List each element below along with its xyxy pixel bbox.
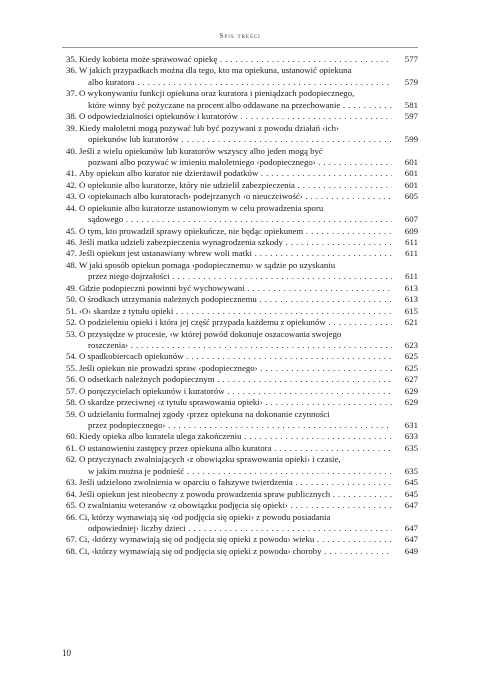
entry-number: 40. (66, 145, 77, 156)
entry-title: O opiekunie albo kuratorze, który nie udzielił zabezpieczenia . . . (79, 180, 392, 191)
entry-title: Gdzie podopieczni powinni być wychowywani . . . (79, 283, 392, 294)
entry-page: 607 (404, 214, 418, 225)
toc-entry (62, 180, 418, 191)
entry-number: 52. (66, 317, 77, 328)
toc-line (62, 512, 418, 523)
entry-page: 623 (404, 339, 418, 350)
entry-number: 49. (66, 282, 77, 293)
toc-entry (62, 317, 418, 328)
entry-number: 61. (66, 442, 77, 453)
entry-title: O udzielaniu formalnej zgody ‹przez opiekuna na dokonanie czynności (79, 408, 330, 419)
page-number: 10 (62, 648, 71, 658)
entry-title: O wykonywaniu funkcji opiekuna oraz kuratora i pieniądzach podopiecznego, (79, 88, 355, 99)
entry-number: 67. (66, 534, 77, 545)
entry-title: ‹O› skardze z tytułu opieki . . . (79, 306, 392, 317)
toc-entry (62, 534, 418, 545)
entry-page: 625 (404, 351, 418, 362)
header-title: Spis treści (219, 31, 261, 40)
toc-line (62, 500, 418, 511)
entry-title: Jeśli udzielono zwolnienia w oparciu o fałszywe twierdzenia . . . (79, 477, 392, 488)
toc-line (62, 466, 418, 477)
entry-title: odpowiedniej› liczby dzieci . . . (88, 523, 392, 534)
toc-line (62, 65, 418, 76)
entry-title: O tym, kto prowadził sprawy opiekuńcze, nie będąc opiekunem . . . (79, 226, 392, 237)
toc-line (62, 317, 418, 328)
toc-entry (62, 226, 418, 237)
toc-entry (62, 477, 418, 488)
entry-title: O poręczycielach opiekunów i kuratorów . . . (79, 386, 392, 397)
entry-number: 62. (66, 454, 77, 465)
entry-title: Jeśli z wielu opiekunów lub kuratorów wszyscy albo jeden mogą być (79, 145, 323, 156)
entry-number: 60. (66, 431, 77, 442)
entry-number: 51. (66, 305, 77, 316)
entry-title: O zwalnianiu weteranów ‹z obowiązku podjęcia się opieki› . . . (79, 500, 392, 511)
entry-page: 631 (404, 420, 418, 430)
entry-title: Aby opiekun albo kurator nie dzierżawił podatków . . . (79, 168, 392, 179)
entry-number: 45. (66, 225, 77, 236)
toc-line (62, 386, 418, 397)
entry-title: Ci, ‹którzy wymawiają się od podjęcia się opieki z powodu› wieku . . . (79, 534, 392, 545)
toc-entry (62, 294, 418, 305)
entry-title: pozwani albo pozywać w imieniu małoletniego ‹podopiecznego› . . . (88, 157, 392, 168)
entry-page: 599 (404, 134, 418, 145)
toc-line (62, 134, 418, 145)
toc-entry (62, 88, 418, 111)
toc-entry (62, 191, 418, 202)
entry-number: 63. (66, 477, 77, 488)
entry-title: w jakim można je podnieść . . . (88, 466, 392, 477)
entry-number: 50. (66, 294, 77, 305)
entry-page: 597 (404, 111, 418, 122)
toc-line (62, 454, 418, 465)
toc-entry (62, 363, 418, 374)
toc-line (62, 329, 418, 340)
entry-page: 645 (404, 488, 418, 499)
toc-line (62, 214, 418, 225)
entry-page: 577 (404, 54, 418, 64)
entry-title: Jeśli opiekun jest ustanawiany wbrew woli matki . . . (79, 248, 392, 259)
entry-page: 579 (404, 76, 418, 87)
entry-number: 53. (66, 328, 77, 339)
entry-page: 615 (404, 305, 418, 316)
entry-number: 43. (66, 191, 77, 202)
toc-line (62, 306, 418, 317)
entry-title: przez podopiecznego› . . . (88, 420, 392, 431)
entry-number: 48. (66, 259, 77, 270)
entry-number: 42. (66, 179, 77, 190)
toc-entry (62, 454, 418, 477)
entry-page: 601 (404, 179, 418, 190)
entry-number: 59. (66, 408, 77, 419)
toc-entry (62, 409, 418, 432)
toc-entry (62, 248, 418, 259)
entry-title: Kiedy kobieta może sprawować opiekę . . . (79, 54, 392, 65)
toc-line (62, 203, 418, 214)
toc-line (62, 420, 418, 431)
entry-number: 39. (66, 122, 77, 133)
entry-title: O spadkobiercach opiekunów . . . (79, 351, 392, 362)
toc-line (62, 111, 418, 122)
entry-page: 605 (404, 191, 418, 202)
entry-number: 57. (66, 385, 77, 396)
toc-line (62, 248, 418, 259)
entry-title: albo kuratora . . . (88, 77, 392, 88)
entry-page: 633 (404, 431, 418, 442)
toc-line (62, 157, 418, 168)
toc-line (62, 54, 418, 65)
entry-page: 647 (404, 500, 418, 511)
entry-page: 581 (404, 99, 418, 110)
entry-page: 611 (405, 237, 418, 247)
entry-title: O opiekunie albo kuratorze ustanowionym w celu prowadzenia sporu (79, 202, 324, 213)
toc-entry (62, 329, 418, 352)
toc-line (62, 180, 418, 191)
toc-line (62, 191, 418, 202)
entry-title: Ci, ‹którzy wymawiają się od podjęcia się opieki z powodu› choroby . . . (79, 546, 392, 557)
entry-page: 647 (404, 534, 418, 545)
entry-page: 629 (404, 385, 418, 396)
entry-title: O podzieleniu opieki i która jej część przypada każdemu z opiekunów . . . (79, 317, 392, 328)
entry-number: 55. (66, 362, 77, 373)
toc-entry (62, 54, 418, 65)
entry-number: 54. (66, 351, 77, 362)
table-of-contents (62, 54, 418, 557)
entry-page: 647 (404, 522, 418, 533)
running-header (62, 0, 418, 48)
entry-page: 601 (404, 156, 418, 167)
toc-line (62, 88, 418, 99)
toc-line (62, 534, 418, 545)
entry-page: 601 (404, 168, 418, 179)
entry-number: 66. (66, 511, 77, 522)
entry-title: W jaki sposób opiekun pomaga ‹podopiecznemu› w sądzie po uzyskaniu (79, 259, 336, 270)
toc-line (62, 546, 418, 557)
toc-entry (62, 489, 418, 500)
toc-entry (62, 260, 418, 283)
toc-line (62, 260, 418, 271)
entry-number: 64. (66, 488, 77, 499)
toc-line (62, 363, 418, 374)
entry-title: O skardze przeciwnej ‹z tytułu sprawowania opieki› . . . (79, 397, 392, 408)
entry-page: 611 (405, 271, 418, 282)
entry-page: 627 (404, 374, 418, 385)
toc-line (62, 283, 418, 294)
toc-line (62, 351, 418, 362)
entry-title: przez niego dojrzałości . . . (88, 271, 392, 282)
entry-number: 44. (66, 202, 77, 213)
entry-title: opiekunów lub kuratorów . . . (88, 134, 392, 145)
entry-page: 609 (404, 225, 418, 236)
toc-entry (62, 443, 418, 454)
entry-page: 613 (404, 282, 418, 293)
toc-line (62, 523, 418, 534)
entry-number: 58. (66, 397, 77, 408)
toc-line (62, 77, 418, 88)
entry-title: Ci, którzy wymawiają się ‹od podjęcia się opieki› z powodu posiadania (79, 511, 331, 522)
entry-title: Kiedy małoletni mogą pozywać lub być pozywani z powodu działań ‹ich› (79, 122, 339, 133)
toc-entry (62, 146, 418, 169)
entry-title: O odsetkach należnych podopiecznym . . . (79, 374, 392, 385)
entry-title: które winny być pożyczane na procent albo oddawane na przechowanie . . . (88, 100, 392, 111)
toc-line (62, 168, 418, 179)
entry-page: 613 (404, 294, 418, 305)
entry-title: sądowego . . . (88, 214, 392, 225)
toc-line (62, 409, 418, 420)
toc-entry (62, 512, 418, 535)
entry-number: 47. (66, 248, 77, 259)
toc-line (62, 397, 418, 408)
toc-entry (62, 123, 418, 146)
entry-page: 649 (404, 545, 418, 556)
entry-page: 629 (404, 397, 418, 408)
toc-entry (62, 111, 418, 122)
entry-number: 35. (66, 54, 77, 64)
entry-number: 37. (66, 88, 77, 99)
toc-line (62, 489, 418, 500)
entry-title: O środkach utrzymania należnych podopiecznemu . . . (79, 294, 392, 305)
entry-title: Kiedy opieka albo kuratela ulega zakończeniu . . . (79, 431, 392, 442)
toc-entry (62, 500, 418, 511)
entry-number: 68. (66, 545, 77, 556)
entry-number: 36. (66, 65, 77, 76)
entry-number: 41. (66, 168, 77, 179)
toc-line (62, 237, 418, 248)
toc-line (62, 123, 418, 134)
entry-title: O przysiędze w procesie, ‹w której powód dokonuje oszacowania swojego (79, 328, 342, 339)
toc-line (62, 443, 418, 454)
entry-number: 46. (66, 237, 77, 247)
entry-page: 611 (405, 248, 418, 259)
entry-page: 621 (404, 317, 418, 328)
toc-entry (62, 168, 418, 179)
entry-title: W jakich przypadkach można dla tego, kto ma opiekuna, ustanowić opiekuna (79, 65, 352, 76)
toc-entry (62, 306, 418, 317)
entry-title: Jeśli opiekun jest nieobecny z powodu prowadzenia spraw publicznych . . . (79, 489, 392, 500)
toc-entry (62, 351, 418, 362)
toc-entry (62, 203, 418, 226)
entry-page: 645 (404, 477, 418, 488)
entry-title: roszczenia› . . . (88, 340, 392, 351)
entry-number: 56. (66, 374, 77, 385)
entry-number: 38. (66, 111, 77, 122)
toc-line (62, 271, 418, 282)
toc-line (62, 226, 418, 237)
toc-entry (62, 546, 418, 557)
toc-line (62, 431, 418, 442)
entry-number: 65. (66, 500, 77, 511)
toc-line (62, 100, 418, 111)
entry-title: O ‹opiekunach albo kuratorach› podejrzanych ‹o nieuczciwość› . . . (79, 191, 392, 202)
entry-title: Jeśli opiekun nie prowadzi spraw ‹podopiecznego› . . . (79, 363, 392, 374)
toc-line (62, 340, 418, 351)
toc-entry (62, 65, 418, 88)
toc-line (62, 477, 418, 488)
entry-title: O odpowiedzialności opiekunów i kuratorów . . . (79, 111, 392, 122)
entry-title: O przyczynach zwalniających ‹z obowiązku sprawowania opieki› i czasie, (79, 454, 341, 465)
toc-entry (62, 397, 418, 408)
toc-entry (62, 386, 418, 397)
entry-title: O ustanowieniu zastępcy przez opiekuna albo kuratora . . . (79, 443, 392, 454)
toc-entry (62, 237, 418, 248)
toc-line (62, 374, 418, 385)
toc-line (62, 294, 418, 305)
entry-title: Jeśli matka udzieli zabezpieczenia wynagrodzenia szkody . . . (79, 237, 392, 248)
toc-line (62, 146, 418, 157)
toc-entry (62, 374, 418, 385)
toc-entry (62, 431, 418, 442)
entry-page: 625 (404, 362, 418, 373)
entry-page: 635 (404, 442, 418, 453)
entry-page: 635 (404, 465, 418, 476)
toc-entry (62, 283, 418, 294)
